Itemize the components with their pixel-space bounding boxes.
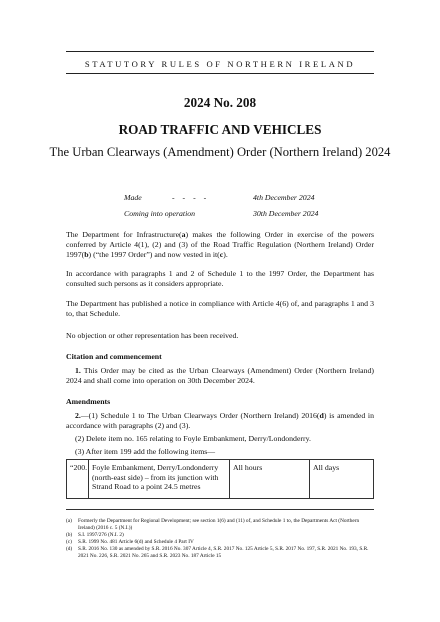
series-rule <box>66 73 374 74</box>
footnote-ref-a[interactable]: a <box>181 230 186 239</box>
footnote-rule <box>66 509 374 510</box>
coming-label: Coming into operation <box>124 209 196 218</box>
table-item-number: “200. <box>70 463 88 472</box>
table-divider <box>309 460 310 498</box>
citation-paragraph: 1. This Order may be cited as the Urban Clearways (Amendment) Order (Northern Ireland) 2024 and shall come into operation on 30th December 2024. <box>66 366 374 385</box>
footnote-ref-d[interactable]: d <box>319 411 324 420</box>
table-divider <box>229 460 230 498</box>
citation-heading: Citation and commencement <box>66 352 162 361</box>
footnote-ref-c[interactable]: c <box>219 249 224 259</box>
amendments-paragraph-3: (3) After item 199 add the following items— <box>75 447 216 456</box>
preamble-paragraph-4: No objection or other representation has been received. <box>66 331 239 340</box>
made-dashes: - - - - <box>172 193 210 202</box>
article-1-number: 1. <box>75 366 81 375</box>
table-location: Foyle Embankment, Derry/Londonderry (north-east side) – from its junction with Strand Road to a point 24.5 metres <box>92 463 219 492</box>
legislation-page: STATUTORY RULES OF NORTHERN IRELAND 2024 No. 208 ROAD TRAFFIC AND VEHICLES The Urban Clearways (Amendment) Order (Northern Ireland) 2024 Made - - - - 4th December 2024 Coming into operation 30th December 2024 The Department for Infrastructure(a) makes the following Order in exercise of the powers conferred by Article 4(1), (2) and (3) of the Road Traffic Regulation (Northern Ireland) Order 1997(b) (“the 1997 Order”) and now vested in it(c). In accordance with paragraphs 1 and 2 of Schedule 1 to the 1997 Order, the Department has consulted such persons as it considers appropriate. The Department has published a notice in compliance with Article 4(6) of, and paragraphs 1 and 3 to, that Schedule. No objection or other representation has been received. Citation and commencement 1. This Order may be cited as the Urban Clearways (Amendment) Order (Northern Ireland) 2024 and shall come into operation on 30th December 2024. Amendments 2.—(1) Schedule 1 to The Urban Clearways Order (Northern Ireland) 2016(d) is amended in accordance with paragraphs (2) and (3). (2) Delete item no. 165 relating to Foyle Embankment, Derry/Londonderry. (3) After item 199 add the following items— “200. Foyle Embankment, Derry/Londonderry (north-east side) – from its junction with Strand Road to a point 24.5 metres All hours All days (a) Formerly the Department for Regional Development; see section 1(6) and (11) of, and Schedule 1 to, the Departments Act (Northern Ireland) (2016 c. 5 (N.I.)) (b) S.I. 1997/276 (N.I. 2) (c) S.R. 1999 No. 481 Article 6(d) and Schedule 4 Part IV (d) S.R. 2016 No. 130 as amended by S.R. 2016 No. 307 Article 4, S.R. 2017 No. 125 Article 5, S.R. 2017 No. 197, S.R. 2021 No. 193, S.R. 2021 No. 226, S.R. 2021 No. 265 and S.R. 2023 No. 187 Article 15 <box>0 0 440 622</box>
made-value: 4th December 2024 <box>253 193 315 202</box>
table-hours: All hours <box>233 463 263 472</box>
preamble-paragraph-3: The Department has published a notice in compliance with Article 4(6) of, and paragraphs 1 and 3 to, that Schedule. <box>66 299 374 318</box>
article-2-number: 2. <box>75 411 81 420</box>
amendments-paragraph-1: 2.—(1) Schedule 1 to The Urban Clearways Order (Northern Ireland) 2016(d) is amended in accordance with paragraphs (2) and (3). <box>66 411 374 430</box>
coming-value: 30th December 2024 <box>253 209 319 218</box>
preamble-paragraph-1: The Department for Infrastructure(a) makes the following Order in exercise of the powers conferred by Article 4(1), (2) and (3) of the Road Traffic Regulation (Northern Ireland) Order 1997(b) (“the 1997 Order”) and now vested in it(c). <box>66 230 375 259</box>
order-number: 2024 No. 208 <box>183 95 257 110</box>
footnote-ref-b[interactable]: b <box>84 249 89 259</box>
table-days: All days <box>313 463 340 472</box>
amendments-heading: Amendments <box>66 397 111 406</box>
subject-heading: ROAD TRAFFIC AND VEHICLES <box>118 122 322 137</box>
preamble-paragraph-2: In accordance with paragraphs 1 and 2 of Schedule 1 to the 1997 Order, the Department has consulted such persons as it considers appropriate. <box>66 269 374 288</box>
made-label: Made <box>124 193 142 202</box>
amendments-paragraph-2: (2) Delete item no. 165 relating to Foyle Embankment, Derry/Londonderry. <box>75 434 311 443</box>
top-rule <box>66 51 374 52</box>
series-heading: STATUTORY RULES OF NORTHERN IRELAND <box>84 59 356 69</box>
table-divider <box>88 460 89 498</box>
order-title: The Urban Clearways (Amendment) Order (Northern Ireland) 2024 <box>49 145 391 159</box>
schedule-table <box>66 459 374 499</box>
